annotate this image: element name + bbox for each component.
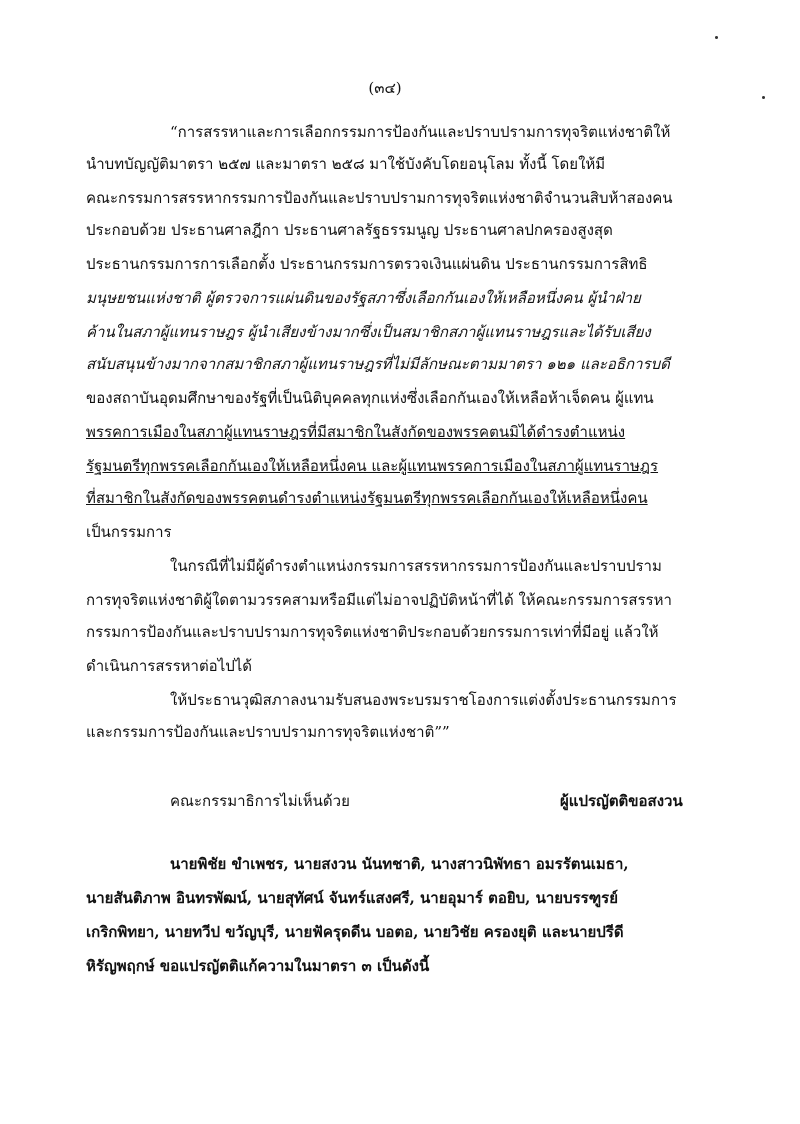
- body-line-4: ประกอบด้วย ประธานศาลฎีกา ประธานศาลรัฐธรรมนูญ ประธานศาลปกครองสูงสุด: [86, 221, 613, 239]
- amendment-line-3: เกริกพิทยา, นายทวีป ขวัญบุรี, นายฟัครุดดีน บอตอ, นายวิชัย ครองยุติ และนายปรีดี: [86, 923, 624, 941]
- body-line-8: สนับสนุนข้างมากจากสมาชิกสภาผู้แทนราษฎรที่ไม่มีลักษณะตามมาตรา ๑๒๑ และอธิการบดี: [86, 355, 670, 373]
- committee-disagree: คณะกรรมาธิการไม่เห็นด้วย: [170, 792, 350, 810]
- body-line-3: คณะกรรมการสรรหากรรมการป้องกันและปราบปรามการทุจริตแห่งชาติจำนวนสิบห้าสองคน: [86, 189, 673, 207]
- page-number: (๓๔): [368, 79, 402, 97]
- body-line-2: นำบทบัญญัติมาตรา ๒๕๗ และมาตรา ๒๕๘ มาใช้บังคับโดยอนุโลม ทั้งนี้ โดยให้มี: [86, 155, 606, 173]
- amendment-line-2: นายสันติภาพ อินทรพัฒน์, นายสุทัศน์ จันทร์แสงศรี, นายอุมาร์ ตอยิบ, นายบรรฑูรย์: [86, 889, 619, 907]
- body-line-16: กรรมการป้องกันและปราบปรามการทุจริตแห่งชาติประกอบด้วยกรรมการเท่าที่มีอยู่ แล้วให้: [86, 623, 659, 641]
- body-line-18: ให้ประธานวุฒิสภาลงนามรับสนองพระบรมราชโองการแต่งตั้งประธานกรรมการ: [170, 691, 677, 709]
- body-line-17: ดำเนินการสรรหาต่อไปได้: [86, 657, 253, 675]
- amendment-line-4: หิรัญพฤกษ์ ขอแปรญัตติแก้ความในมาตรา ๓ เป็นดังนี้: [86, 957, 430, 975]
- body-line-11: รัฐมนตรีทุกพรรคเลือกกันเองให้เหลือหนึ่งคน และผู้แทนพรรคการเมืองในสภาผู้แทนราษฎร: [86, 457, 659, 475]
- body-line-13: เป็นกรรมการ: [86, 523, 172, 541]
- body-line-12: ที่สมาชิกในสังกัดของพรรคตนดำรงตำแหน่งรัฐมนตรีทุกพรรคเลือกกันเองให้เหลือหนึ่งคน: [86, 489, 648, 507]
- body-line-15: การทุจริตแห่งชาติผู้ใดตามวรรคสามหรือมีแต่ไม่อาจปฏิบัติหน้าที่ได้ ให้คณะกรรมการสรรหา: [86, 591, 672, 609]
- body-line-7: ค้านในสภาผู้แทนราษฎร ผู้นำเสียงข้างมากซึ่งเป็นสมาชิกสภาผู้แทนราษฎรและได้รับเสียง: [86, 323, 651, 341]
- body-line-10: พรรคการเมืองในสภาผู้แทนราษฎรที่มีสมาชิกในสังกัดของพรรคตนมิได้ดำรงตำแหน่ง: [86, 423, 626, 441]
- body-line-6: มนุษยชนแห่งชาติ ผู้ตรวจการแผ่นดินของรัฐสภาซึ่งเลือกกันเองให้เหลือหนึ่งคน ผู้นำฝ่าย: [86, 289, 641, 307]
- body-line-19: และกรรมการป้องกันและปราบปรามการทุจริตแห่งชาติ””: [86, 723, 450, 741]
- reservation-label: ผู้แปรญัตติขอสงวน: [560, 792, 683, 810]
- amendment-line-1: นายพิชัย ขำเพชร, นายสงวน นันทชาติ, นางสาวนิพัทธา อมรรัตนเมธา,: [170, 855, 629, 873]
- body-line-14: ในกรณีที่ไม่มีผู้ดำรงตำแหน่งกรรมการสรรหากรรมการป้องกันและปราบปราม: [170, 557, 662, 575]
- body-line-5: ประธานกรรมการการเลือกตั้ง ประธานกรรมการตรวจเงินแผ่นดิน ประธานกรรมการสิทธิ: [86, 255, 648, 273]
- body-line-1: “การสรรหาและการเลือกกรรมการป้องกันและปราบปรามการทุจริตแห่งชาติให้: [170, 123, 671, 141]
- scan-speck: [715, 36, 718, 39]
- scan-speck: [762, 96, 765, 99]
- body-line-9: ของสถาบันอุดมศึกษาของรัฐที่เป็นนิติบุคคลทุกแห่งซึ่งเลือกกันเองให้เหลือห้าเจ็ดคน ผู้แทน: [86, 389, 654, 407]
